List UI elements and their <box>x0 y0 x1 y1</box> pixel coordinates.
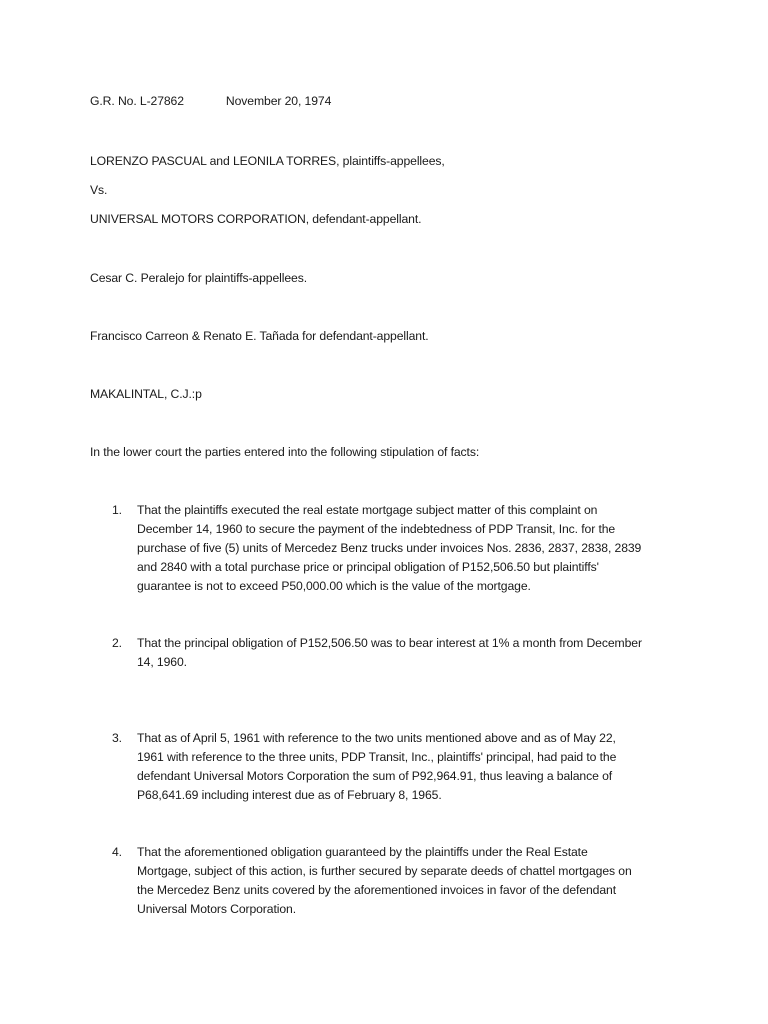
stipulation-text <box>137 843 697 919</box>
stipulation-line: purchase of five (5) units of Mercedez Benz trucks under invoices Nos. 2836, 2837, 2838, 2839 <box>137 541 642 555</box>
ponente: MAKALINTAL, C.J.:p <box>90 387 202 401</box>
stipulation-line: Universal Motors Corporation. <box>137 902 296 916</box>
stipulation-line: That the plaintiffs executed the real estate mortgage subject matter of this complaint on <box>137 503 598 517</box>
stipulation-text <box>137 634 697 672</box>
stipulation-number: 3. <box>112 731 122 745</box>
stipulation-number: 2. <box>112 636 122 650</box>
stipulation-line: 14, 1960. <box>137 655 187 669</box>
case-header <box>90 93 331 109</box>
stipulation-line: 1961 with reference to the three units, PDP Transit, Inc., plaintiffs' principal, had paid to the <box>137 750 617 764</box>
stipulation-line: December 14, 1960 to secure the payment of the indebtedness of PDP Transit, Inc. for the <box>137 522 616 536</box>
intro-paragraph: In the lower court the parties entered into the following stipulation of facts: <box>90 445 480 459</box>
stipulation-line: guarantee is not to exceed P50,000.00 which is the value of the mortgage. <box>137 579 531 593</box>
stipulation-line: the Mercedez Benz units covered by the aforementioned invoices in favor of the defendant <box>137 883 616 897</box>
versus-line: Vs. <box>90 183 108 197</box>
stipulation-line: That the aforementioned obligation guaranteed by the plaintiffs under the Real Estate <box>137 845 588 859</box>
stipulation-line: P68,641.69 including interest due as of February 8, 1965. <box>137 788 442 802</box>
stipulation-line: defendant Universal Motors Corporation the sum of P92,964.91, thus leaving a balance of <box>137 769 613 783</box>
plaintiffs-counsel: Cesar C. Peralejo for plaintiffs-appellees. <box>90 271 307 285</box>
gr-number: G.R. No. L-27862 <box>90 94 184 108</box>
stipulation-number: 1. <box>112 503 122 517</box>
stipulation-line: That as of April 5, 1961 with reference to the two units mentioned above and as of May 22, <box>137 731 616 745</box>
defendant-counsel: Francisco Carreon & Renato E. Tañada for defendant-appellant. <box>90 329 429 343</box>
stipulation-text <box>137 501 697 596</box>
plaintiffs-line: LORENZO PASCUAL and LEONILA TORRES, plaintiffs-appellees, <box>90 154 445 168</box>
decision-date: November 20, 1974 <box>225 94 332 108</box>
stipulation-text <box>137 729 697 805</box>
stipulation-line: That the principal obligation of P152,506.50 was to bear interest at 1% a month from December <box>137 636 642 650</box>
stipulation-line: and 2840 with a total purchase price or principal obligation of P152,506.50 but plaintiffs' <box>137 560 599 574</box>
defendant-line: UNIVERSAL MOTORS CORPORATION, defendant-appellant. <box>90 212 422 226</box>
stipulation-number: 4. <box>112 845 122 859</box>
stipulation-line: Mortgage, subject of this action, is further secured by separate deeds of chattel mortgages on <box>137 864 632 878</box>
